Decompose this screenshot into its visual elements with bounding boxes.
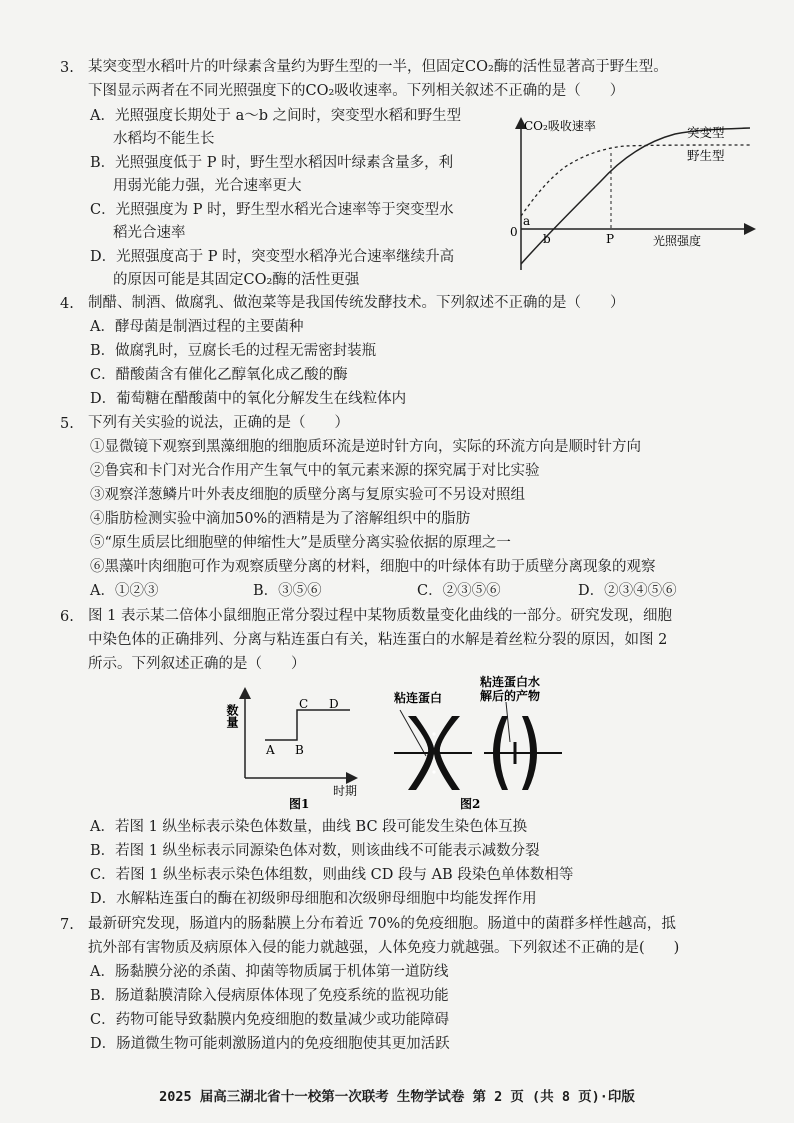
fig1-caption: 图1	[289, 797, 310, 811]
legend-wildtype: 野生型	[687, 148, 725, 163]
q7-stem-2: 抗外部有害物质及病原体入侵的能力就越强，人体免疫力就越强。下列叙述不正确的是( )	[88, 940, 680, 956]
q6-figure-2	[390, 672, 570, 814]
q6-option-d: D．水解粘连蛋白的酶在初级卵母细胞和次级卵母细胞中均能发挥作用	[90, 891, 537, 907]
q7-option-a: A．肠黏膜分泌的杀菌、抑菌等物质属于机体第一道防线	[90, 964, 449, 980]
q5-statement-3: ③观察洋葱鳞片叶外表皮细胞的质壁分离与复原实验可不另设对照组	[90, 487, 525, 503]
q4-option-b: B．做腐乳时，豆腐长毛的过程无需密封装瓶	[90, 343, 377, 359]
fig2-label-product-2: 解后的产物	[480, 689, 541, 703]
label-p: P	[606, 232, 615, 246]
q3-option-d: D．光照强度高于 P 时，突变型水稻净光合速率继续升高	[90, 249, 455, 265]
q5-statement-4: ④脂肪检测实验中滴加50%的酒精是为了溶解组织中的脂肪	[90, 511, 471, 527]
q5-statement-1: ①显微镜下观察到黑藻细胞的细胞质环流是逆时针方向，实际的环流方向是顺时针方向	[90, 439, 641, 455]
q5-number: 5.	[60, 416, 74, 432]
q3-stem-2: 下图显示两者在不同光照强度下的CO₂吸收速率。下列相关叙述不正确的是（ ）	[88, 83, 625, 99]
fig1-label-b: B	[295, 743, 304, 757]
fig1-label-d: D	[329, 697, 339, 711]
q3-stem-1: 某突变型水稻叶片的叶绿素含量约为野生型的一半，但固定CO₂酶的活性显著高于野生型。	[88, 59, 668, 75]
graph-xlabel: 光照强度	[653, 234, 702, 248]
q5-option-c: C．②③⑤⑥	[417, 583, 501, 599]
q6-option-a: A．若图 1 纵坐标表示染色体数量，曲线 BC 段可能发生染色体互换	[90, 819, 528, 835]
q6-stem-1: 图 1 表示某二倍体小鼠细胞正常分裂过程中某物质数量变化曲线的一部分。研究发现，细胞	[88, 608, 672, 624]
page-footer: 2025 届高三湖北省十一校第一次联考 生物学试卷 第 2 页 (共 8 页)·印版	[159, 1089, 635, 1105]
q3-option-c-cont: 稻光合速率	[113, 225, 186, 241]
q6-figure-1	[225, 682, 375, 814]
q7-option-b: B．肠道黏膜清除入侵病原体体现了免疫系统的监视功能	[90, 988, 449, 1004]
q3-number: 3.	[60, 60, 74, 76]
q3-option-c: C．光照强度为 P 时，野生型水稻光合速率等于突变型水	[90, 202, 454, 218]
q3-graph	[505, 112, 765, 274]
q6-number: 6.	[60, 609, 74, 625]
fig1-label-a: A	[266, 743, 275, 757]
q7-number: 7.	[60, 917, 74, 933]
q7-stem-1: 最新研究发现，肠道内的肠黏膜上分布着近 70%的免疫细胞。肠道中的菌群多样性越高，抵	[88, 916, 676, 932]
q3-option-b-cont: 用弱光能力强，光合速率更大	[113, 178, 302, 194]
fig2-caption: 图2	[460, 797, 481, 811]
q4-option-d: D．葡萄糖在醋酸菌中的氧化分解发生在线粒体内	[90, 391, 407, 407]
fig1-curve	[265, 710, 350, 740]
q3-option-a-cont: 水稻均不能生长	[113, 131, 215, 147]
q5-statement-5: ⑤“原生质层比细胞壁的伸缩性大”是质壁分离实验依据的原理之一	[90, 535, 511, 551]
q4-stem: 制醋、制酒、做腐乳、做泡菜等是我国传统发酵技术。下列叙述不正确的是（ ）	[88, 295, 625, 311]
q6-stem-3: 所示。下列叙述正确的是（ ）	[88, 656, 306, 672]
fig2-label-product-1: 粘连蛋白水	[480, 675, 541, 689]
q6-stem-2: 中染色体的正确排列、分离与粘连蛋白有关，粘连蛋白的水解是着丝粒分裂的原因，如图 2	[88, 632, 668, 648]
q3-option-a: A．光照强度长期处于 a～b 之间时，突变型水稻和野生型	[90, 108, 462, 124]
q5-statement-2: ②鲁宾和卡门对光合作用产生氧气中的氧元素来源的探究属于对比实验	[90, 463, 540, 479]
q4-option-a: A．酵母菌是制酒过程的主要菌种	[90, 319, 304, 335]
q5-option-b: B．③⑤⑥	[253, 583, 322, 599]
q5-option-d: D．②③④⑤⑥	[578, 583, 677, 599]
legend-mutant: 突变型	[687, 125, 725, 140]
fig1-xlabel: 时期	[333, 784, 358, 798]
label-b: b	[543, 232, 551, 246]
q5-option-a: A．①②③	[90, 583, 159, 599]
label-a: a	[523, 214, 531, 228]
q3-option-d-cont: 的原因可能是其固定CO₂酶的活性更强	[113, 272, 360, 288]
q3-option-b: B．光照强度低于 P 时，野生型水稻因叶绿素含量多，利	[90, 155, 454, 171]
q4-number: 4.	[60, 296, 74, 312]
q5-statement-6: ⑥黑藻叶肉细胞可作为观察质壁分离的材料，细胞中的叶绿体有助于质壁分离现象的观察	[90, 559, 656, 575]
q5-stem: 下列有关实验的说法，正确的是（ ）	[88, 415, 349, 431]
fig1-ylabel: 数量	[225, 704, 239, 728]
graph-origin: 0	[510, 225, 518, 239]
graph-ylabel: CO₂吸收速率	[524, 119, 596, 133]
fig1-label-c: C	[299, 697, 309, 711]
q6-option-b: B．若图 1 纵坐标表示同源染色体对数，则该曲线不可能表示减数分裂	[90, 843, 540, 859]
q6-option-c: C．若图 1 纵坐标表示染色体组数，则曲线 CD 段与 AB 段染色单体数相等	[90, 867, 574, 883]
fig2-label-cohesin: 粘连蛋白	[394, 691, 443, 705]
q7-option-d: D．肠道微生物可能刺激肠道内的免疫细胞使其更加活跃	[90, 1036, 450, 1052]
q4-option-c: C．醋酸菌含有催化乙醇氧化成乙酸的酶	[90, 367, 348, 383]
q7-option-c: C．药物可能导致黏膜内免疫细胞的数量减少或功能障碍	[90, 1012, 450, 1028]
